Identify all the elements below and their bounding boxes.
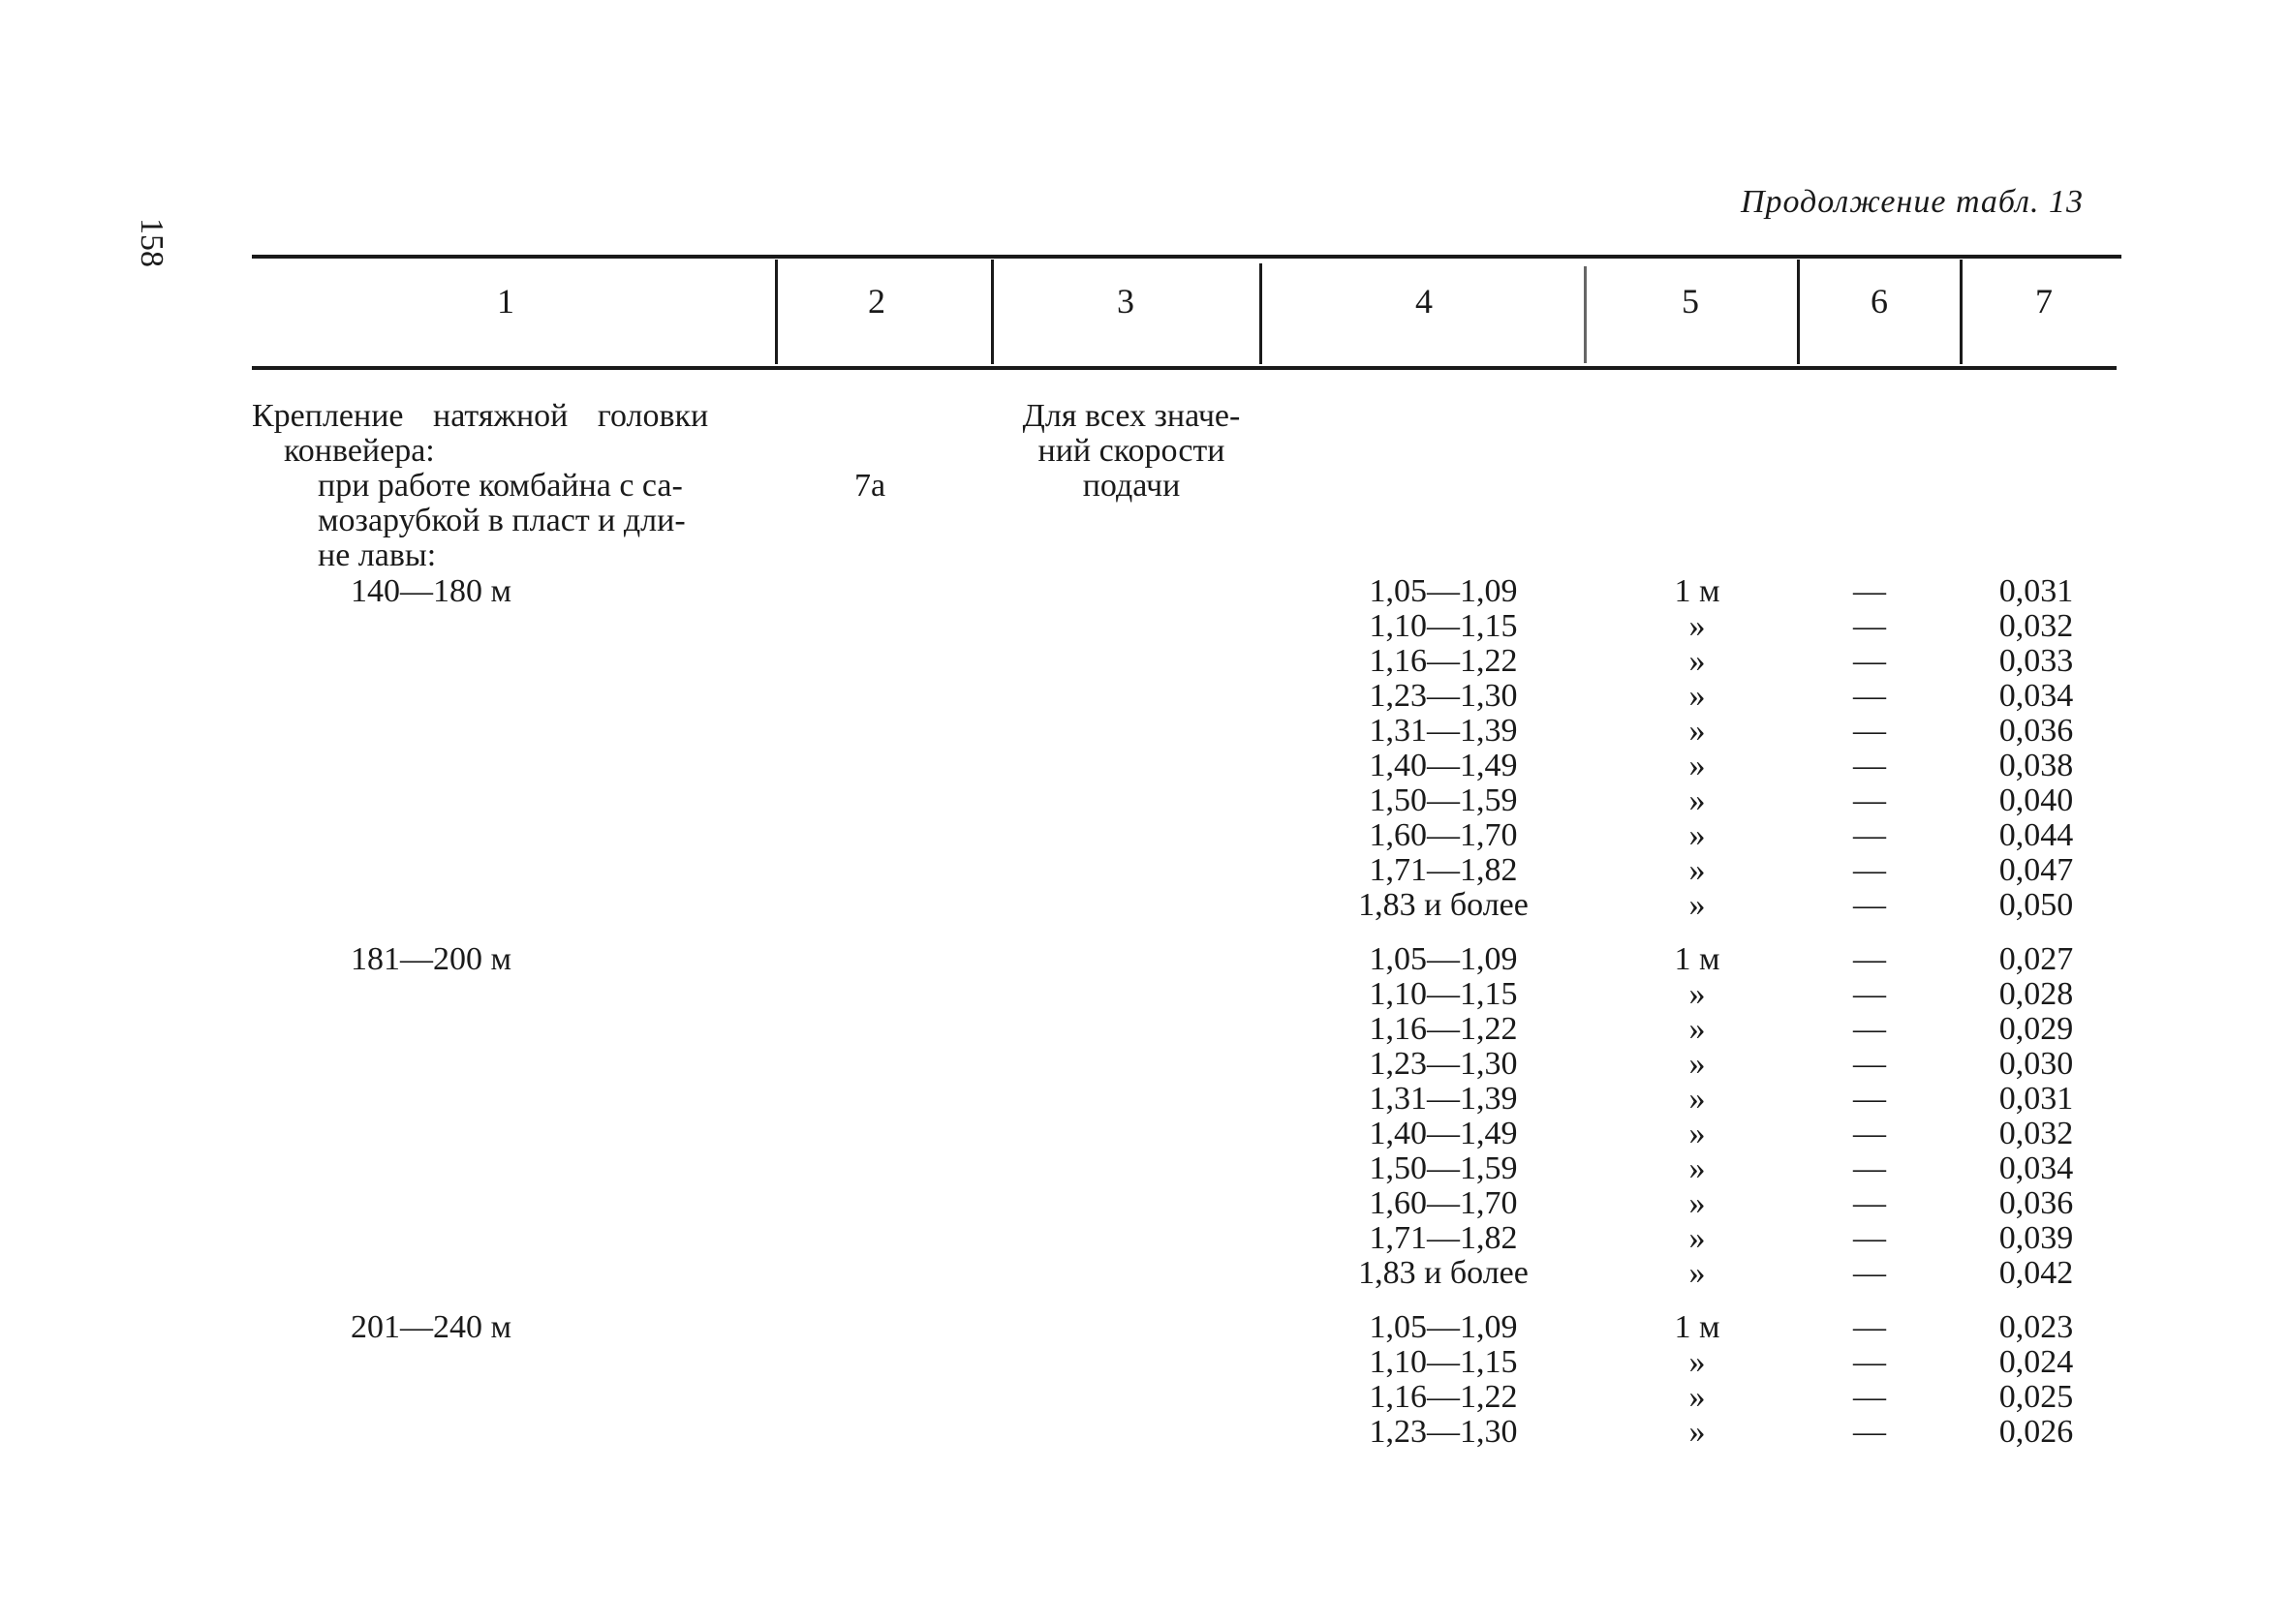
table-cell-c6: — bbox=[1853, 1150, 1886, 1186]
table-cell-c7: 0,026 bbox=[1998, 1414, 2074, 1450]
table-cell-c6: — bbox=[1853, 1344, 1886, 1380]
table-cell-c7: 0,025 bbox=[1998, 1379, 2074, 1415]
table-cell-c7: 0,030 bbox=[1998, 1046, 2074, 1082]
table-cell-c7: 0,044 bbox=[1998, 817, 2074, 853]
table-cell-c7: 0,032 bbox=[1998, 608, 2074, 644]
header-separator bbox=[991, 260, 994, 364]
table-cell-c7: 0,032 bbox=[1998, 1116, 2074, 1151]
table-cell-c7: 0,031 bbox=[1998, 573, 2074, 609]
description-line: не лавы: bbox=[318, 537, 437, 573]
table-cell-c7: 0,034 bbox=[1998, 678, 2074, 714]
table-cell-c5: » bbox=[1688, 1414, 1706, 1450]
table-cell-c7: 0,039 bbox=[1998, 1220, 2074, 1256]
description-line: конвейера: bbox=[284, 433, 435, 469]
column-header-2: 2 bbox=[868, 282, 885, 321]
table-cell-c7: 0,038 bbox=[1998, 748, 2074, 783]
column-header-7: 7 bbox=[2035, 282, 2053, 321]
table-cell-c4: 1,50—1,59 bbox=[1369, 782, 1518, 818]
table-cell-c5: » bbox=[1688, 817, 1706, 853]
table-cell-c4: 1,23—1,30 bbox=[1369, 1046, 1518, 1082]
table-cell-c6: — bbox=[1853, 976, 1886, 1012]
table-cell-c7: 0,027 bbox=[1998, 941, 2074, 977]
table-cell-c4: 1,83 и более bbox=[1358, 1255, 1529, 1291]
table-cell-c7: 0,050 bbox=[1998, 887, 2074, 923]
table-cell-c6: — bbox=[1853, 748, 1886, 783]
table-cell-c5: » bbox=[1688, 1150, 1706, 1186]
description-line: при работе комбайна с са- bbox=[318, 468, 683, 504]
table-cell-c5: » bbox=[1688, 1116, 1706, 1151]
table-cell-c5: » bbox=[1688, 1379, 1706, 1415]
table-cell-c6: — bbox=[1853, 643, 1886, 679]
table-cell-c7: 0,033 bbox=[1998, 643, 2074, 679]
table-cell-c4: 1,31—1,39 bbox=[1369, 713, 1518, 749]
table-cell-c5: » bbox=[1688, 713, 1706, 749]
table-cell-c4: 1,16—1,22 bbox=[1369, 1379, 1518, 1415]
table-cell-c7: 0,024 bbox=[1998, 1344, 2074, 1380]
table-cell-c5: » bbox=[1688, 1081, 1706, 1117]
table-cell-c5: 1 м bbox=[1674, 573, 1720, 609]
table-cell-c7: 0,040 bbox=[1998, 782, 2074, 818]
table-cell-c6: — bbox=[1853, 1046, 1886, 1082]
table-cell-c5: » bbox=[1688, 1046, 1706, 1082]
table-cell-c5: » bbox=[1688, 1011, 1706, 1047]
table-cell-c7: 0,023 bbox=[1998, 1309, 2074, 1345]
table-cell-c6: — bbox=[1853, 1081, 1886, 1117]
table-cell-c7: 0,036 bbox=[1998, 713, 2074, 749]
table-cell-c4: 1,05—1,09 bbox=[1369, 573, 1518, 609]
table-cell-c4: 1,31—1,39 bbox=[1369, 1081, 1518, 1117]
table-cell-c5: » bbox=[1688, 887, 1706, 923]
table-cell-c4: 1,10—1,15 bbox=[1369, 976, 1518, 1012]
table-cell-c4: 1,83 и более bbox=[1358, 887, 1529, 923]
table-cell-c5: » bbox=[1688, 852, 1706, 888]
column-2-value: 7а bbox=[854, 468, 886, 504]
header-separator bbox=[1797, 260, 1800, 364]
column-header-3: 3 bbox=[1117, 282, 1134, 321]
table-cell-c6: — bbox=[1853, 713, 1886, 749]
table-cell-c6: — bbox=[1853, 1309, 1886, 1345]
table-cell-c6: — bbox=[1853, 1185, 1886, 1221]
header-separator bbox=[775, 260, 778, 364]
table-cell-c6: — bbox=[1853, 678, 1886, 714]
table-cell-c4: 1,60—1,70 bbox=[1369, 1185, 1518, 1221]
table-cell-c4: 1,05—1,09 bbox=[1369, 941, 1518, 977]
group-label: 181—200 м bbox=[351, 941, 512, 977]
table-cell-c5: 1 м bbox=[1674, 941, 1720, 977]
table-cell-c5: » bbox=[1688, 608, 1706, 644]
table-cell-c7: 0,031 bbox=[1998, 1081, 2074, 1117]
table-cell-c4: 1,60—1,70 bbox=[1369, 817, 1518, 853]
description-line: Крепление натяжной головки bbox=[252, 398, 709, 434]
column-header-6: 6 bbox=[1871, 282, 1888, 321]
column-header-4: 4 bbox=[1415, 282, 1433, 321]
table-cell-c6: — bbox=[1853, 1414, 1886, 1450]
table-cell-c6: — bbox=[1853, 887, 1886, 923]
column-header-1: 1 bbox=[497, 282, 514, 321]
table-cell-c6: — bbox=[1853, 852, 1886, 888]
table-cell-c6: — bbox=[1853, 1011, 1886, 1047]
column-3-line: подачи bbox=[1082, 468, 1181, 504]
table-cell-c7: 0,036 bbox=[1998, 1185, 2074, 1221]
table-cell-c5: 1 м bbox=[1674, 1309, 1720, 1345]
table-cell-c6: — bbox=[1853, 817, 1886, 853]
table-cell-c4: 1,50—1,59 bbox=[1369, 1150, 1518, 1186]
table-cell-c5: » bbox=[1688, 976, 1706, 1012]
table-cell-c4: 1,10—1,15 bbox=[1369, 608, 1518, 644]
group-label: 201—240 м bbox=[351, 1309, 512, 1345]
table-cell-c4: 1,40—1,49 bbox=[1369, 1116, 1518, 1151]
table-cell-c4: 1,10—1,15 bbox=[1369, 1344, 1518, 1380]
table-cell-c7: 0,034 bbox=[1998, 1150, 2074, 1186]
table-cell-c7: 0,029 bbox=[1998, 1011, 2074, 1047]
table-cell-c4: 1,05—1,09 bbox=[1369, 1309, 1518, 1345]
table-cell-c5: » bbox=[1688, 1220, 1706, 1256]
table-cell-c5: » bbox=[1688, 748, 1706, 783]
table-cell-c4: 1,71—1,82 bbox=[1369, 852, 1518, 888]
description-line: мозарубкой в пласт и дли- bbox=[318, 503, 686, 538]
table-continuation-caption: Продолжение табл. 13 bbox=[1740, 184, 2084, 220]
header-top-rule bbox=[252, 255, 2121, 259]
table-cell-c6: — bbox=[1853, 573, 1886, 609]
table-cell-c6: — bbox=[1853, 1379, 1886, 1415]
table-cell-c7: 0,028 bbox=[1998, 976, 2074, 1012]
table-cell-c5: » bbox=[1688, 782, 1706, 818]
table-cell-c6: — bbox=[1853, 1116, 1886, 1151]
table-cell-c6: — bbox=[1853, 1255, 1886, 1291]
table-cell-c5: » bbox=[1688, 678, 1706, 714]
header-separator bbox=[1584, 266, 1587, 363]
header-separator bbox=[1259, 263, 1262, 364]
group-label: 140—180 м bbox=[351, 573, 512, 609]
table-cell-c4: 1,16—1,22 bbox=[1369, 1011, 1518, 1047]
header-separator bbox=[1960, 260, 1963, 364]
table-cell-c6: — bbox=[1853, 1220, 1886, 1256]
table-cell-c7: 0,042 bbox=[1998, 1255, 2074, 1291]
table-cell-c4: 1,23—1,30 bbox=[1369, 1414, 1518, 1450]
table-cell-c5: » bbox=[1688, 1255, 1706, 1291]
table-cell-c4: 1,71—1,82 bbox=[1369, 1220, 1518, 1256]
column-3-line: Для всех значе- bbox=[1022, 398, 1241, 434]
table-cell-c4: 1,16—1,22 bbox=[1369, 643, 1518, 679]
table-cell-c5: » bbox=[1688, 1185, 1706, 1221]
table-cell-c5: » bbox=[1688, 1344, 1706, 1380]
column-header-5: 5 bbox=[1682, 282, 1699, 321]
page-number: 158 bbox=[134, 218, 170, 267]
table-cell-c4: 1,40—1,49 bbox=[1369, 748, 1518, 783]
header-bottom-rule bbox=[252, 366, 2117, 370]
column-3-line: ний скорости bbox=[1037, 433, 1225, 469]
table-cell-c5: » bbox=[1688, 643, 1706, 679]
table-cell-c7: 0,047 bbox=[1998, 852, 2074, 888]
table-cell-c6: — bbox=[1853, 941, 1886, 977]
table-cell-c4: 1,23—1,30 bbox=[1369, 678, 1518, 714]
table-cell-c6: — bbox=[1853, 608, 1886, 644]
table-cell-c6: — bbox=[1853, 782, 1886, 818]
